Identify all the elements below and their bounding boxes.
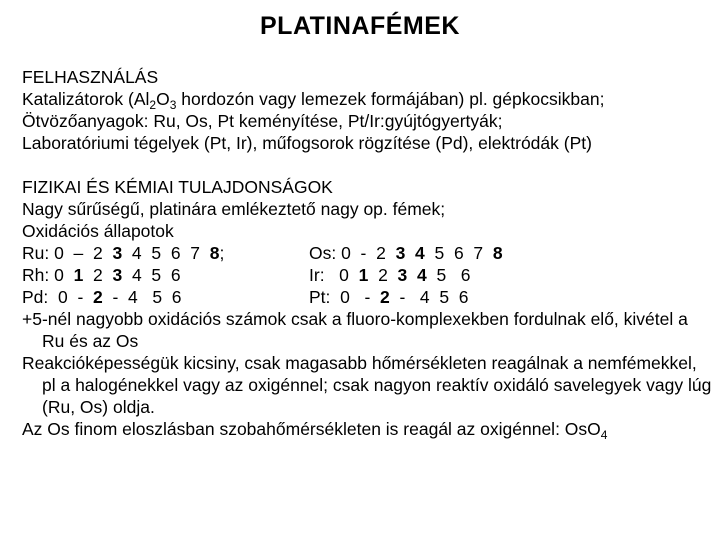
o-subscript: 3	[169, 98, 177, 112]
usage-lab: Laboratóriumi tégelyek (Pt, Ir), műfogsorok rögzítése (Pd), elektródák (Pt)	[22, 133, 592, 153]
oxidation-segment: 1	[358, 265, 369, 285]
oxidation-segment: 8	[209, 243, 220, 263]
oxidation-row	[22, 242, 714, 264]
oxidation-states-table	[22, 242, 714, 308]
usage-alloys: Ötvözőanyagok: Ru, Os, Pt keményítése, Pt/Ir:gyújtógyertyák;	[22, 111, 503, 131]
oxidation-segment: Pt: 0 -	[309, 287, 380, 307]
usage-catalysts	[22, 88, 714, 110]
oxidation-segment: 2	[93, 287, 103, 307]
oxidation-segment: ;	[219, 243, 225, 263]
catalysts-text: Katalizátorok (Al	[22, 89, 150, 109]
oxidation-segment: 2	[380, 287, 390, 307]
oxidation-cell-right	[309, 264, 471, 286]
oxidation-heading: Oxidációs állapotok	[22, 221, 174, 241]
oxidation-segment: 3	[112, 243, 123, 263]
oxidation-segment: 4 5 6 7	[122, 243, 210, 263]
oxidation-segment	[405, 243, 415, 263]
osmium-note	[22, 418, 714, 440]
osmium-subscript: 4	[600, 428, 608, 442]
oxidation-row	[22, 286, 714, 308]
oxidation-segment: Rh: 0	[22, 265, 74, 285]
catalysts-text-post: hordozón vagy lemezek formájában) pl. gépkocsikban;	[176, 89, 605, 109]
oxidation-segment: Os: 0 - 2	[309, 243, 396, 263]
oxidation-segment: 4	[415, 243, 425, 263]
oxidation-segment: 3	[395, 243, 406, 263]
properties-heading: FIZIKAI ÉS KÉMIAI TULAJDONSÁGOK	[22, 177, 333, 197]
oxidation-segment: 4 5 6	[122, 265, 181, 285]
oxidation-segment: Ir: 0	[309, 265, 359, 285]
oxidation-cell-right	[309, 286, 469, 308]
oxidation-cell-left	[22, 242, 309, 264]
al-subscript: 2	[149, 98, 157, 112]
oxidation-segment: - 4 5 6	[102, 287, 182, 307]
page-title: PLATINAFÉMEK	[260, 12, 460, 40]
usage-heading: FELHASZNÁLÁS	[22, 67, 159, 87]
oxidation-segment: Pd: 0 -	[22, 287, 93, 307]
osmium-text: Az Os finom eloszlásban szobahőmérsékleten is reagál az oxigénnel: OsO	[22, 419, 601, 439]
oxidation-cell-right	[309, 242, 503, 264]
oxidation-row	[22, 264, 714, 286]
oxidation-segment: 5 6 7	[424, 243, 493, 263]
properties-density: Nagy sűrűségű, platinára emlékeztető nagy op. fémek;	[22, 199, 446, 219]
fluoro-note: +5-nél nagyobb oxidációs számok csak a fluoro-komplexekben fordulnak elő, kivétel a Ru és az Os	[22, 309, 688, 351]
oxidation-cell-left	[22, 264, 309, 286]
oxidation-segment: 2	[368, 265, 398, 285]
oxidation-segment: 4	[417, 265, 427, 285]
reactivity-note: Reakcióképességük kicsiny, csak magasabb hőmérsékleten reagálnak a nemfémekkel, pl a halogénekkel vagy az oxigénnel; csak nagyon reaktív oxidáló savelegyek vagy lúg (Ru, Os) oldja.	[22, 353, 712, 417]
oxidation-segment: 1	[73, 265, 84, 285]
oxidation-segment: 2	[83, 265, 113, 285]
oxidation-segment: 8	[492, 243, 503, 263]
slide-body	[22, 66, 714, 440]
oxidation-segment: 3	[397, 265, 408, 285]
oxidation-segment: Ru: 0 – 2	[22, 243, 113, 263]
oxidation-segment: - 4 5 6	[389, 287, 469, 307]
spacer	[22, 154, 714, 176]
oxidation-segment: 3	[112, 265, 123, 285]
catalysts-text-mid: O	[156, 89, 170, 109]
oxidation-segment: 5 6	[426, 265, 471, 285]
oxidation-segment	[407, 265, 417, 285]
oxidation-cell-left	[22, 286, 309, 308]
